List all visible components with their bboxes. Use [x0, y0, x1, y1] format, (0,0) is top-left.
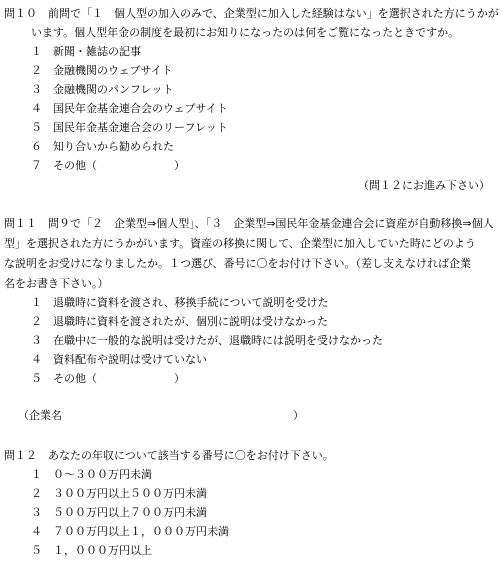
q11-company-name-field: （企業名 ）	[18, 409, 304, 422]
q11-text-line-1: 問１１ 問９で「２ 企業型⇒個人型」、「３ 企業型⇒国民年金基金連合会に資産が自動移換⇒個人	[4, 217, 494, 230]
q12-text-line-1: 問１２ あなたの年収について該当する番号に〇をお付け下さい。	[4, 449, 334, 462]
q10-option-4: ４ 国民年金基金連合会のウェブサイト	[31, 102, 228, 115]
q11-text-line-2: 型」を選択された方にうかがいます。資産の移換に関して、企業型に加入していた時にどのよう	[4, 237, 476, 250]
q12-option-4: ４ ７００万円以上１，０００万円未満	[31, 525, 229, 538]
q11-option-2: ２ 退職時に資料を渡されたが、個別に説明は受けなかった	[31, 315, 328, 328]
q11-option-1: １ 退職時に資料を渡され、移換手続について説明を受けた	[31, 296, 329, 309]
q10-option-7: ７ その他（ ）	[31, 159, 185, 172]
q11-text-line-4: 名をお書き下さい。）	[4, 277, 109, 290]
q10-skip-note: （問１２にお進み下さい）	[358, 179, 490, 192]
q12-option-1: １ ０～３００万円未満	[31, 468, 152, 481]
q11-option-3: ３ 在職中に一般的な説明は受けたが、退職時には説明を受けなかった	[31, 334, 383, 347]
q10-option-5: ５ 国民年金基金連合会のリーフレット	[31, 121, 228, 134]
q12-option-5: ５ １，０００万円以上	[31, 544, 152, 557]
q12-option-2: ２ ３００万円以上５００万円未満	[31, 487, 207, 500]
q10-option-2: ２ 金融機関のウェブサイト	[31, 64, 173, 77]
q10-option-1: １ 新聞・雑誌の記事	[31, 45, 141, 58]
q10-option-6: ６ 知り合いから勧められた	[31, 140, 174, 153]
q10-text-line-1: 問１０ 前問で「１ 個人型の加入のみで、企業型に加入した経験はない」を選択された方にうかが	[4, 7, 499, 20]
q11-option-4: ４ 資料配布や説明は受けていない	[31, 353, 207, 366]
q12-option-3: ３ ５００万円以上７００万円未満	[31, 506, 207, 519]
q10-option-3: ３ 金融機関のパンフレット	[31, 83, 174, 96]
q11-option-5: ５ その他（ ）	[31, 372, 185, 385]
q11-text-line-3: な説明をお受けになりましたか。１つ選び、番号に〇をお付け下さい。（差し支えなければ企業	[4, 257, 472, 270]
q10-text-line-2: います。個人型年金の制度を最初にお知りになったのは何をご覧になったときですか。	[31, 26, 460, 39]
